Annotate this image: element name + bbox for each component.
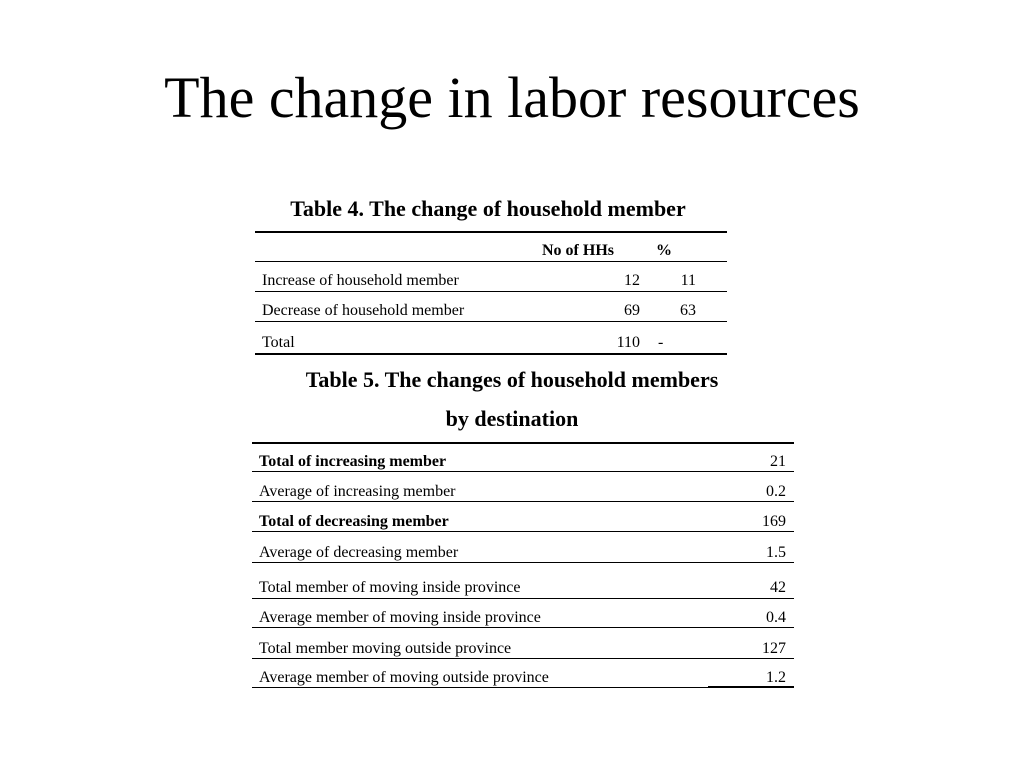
table5-row-rule — [252, 562, 794, 563]
table5 — [252, 442, 794, 692]
table5-row-rule — [252, 501, 794, 502]
table5-row-value: 42 — [770, 579, 786, 596]
table4-row-label: Total — [262, 334, 295, 351]
table4-header-percent: % — [656, 242, 672, 259]
table4-row-count: 110 — [616, 334, 640, 351]
table5-row-label: Total of increasing member — [259, 453, 447, 470]
table4 — [255, 231, 727, 355]
table4-caption: Table 4. The change of household member — [290, 196, 686, 221]
table4-row-rule — [255, 321, 727, 322]
table4-row-count: 12 — [624, 272, 640, 289]
table5-row-rule — [252, 658, 794, 659]
table5-caption-line2: by destination — [445, 406, 579, 431]
table5-row-label: Total member of moving inside province — [259, 579, 521, 596]
table4-row-label: Decrease of household member — [262, 302, 465, 319]
table5-row-rule — [252, 471, 794, 472]
table5-row-value: 127 — [762, 640, 786, 657]
table5-row-value: 0.4 — [766, 609, 786, 626]
table5-bottom-rule-accent — [708, 686, 794, 688]
table5-row-value: 21 — [770, 453, 786, 470]
table5-row-rule — [252, 531, 794, 532]
table5-row-label: Average of increasing member — [259, 483, 456, 500]
table4-header-count: No of HHs — [542, 242, 614, 259]
table4-row-label: Increase of household member — [262, 272, 459, 289]
slide-title: The change in labor resources — [164, 65, 860, 130]
table4-row-count: 69 — [624, 302, 640, 319]
table4-header-rule — [255, 261, 727, 262]
table5-row-label: Average member of moving outside province — [259, 669, 549, 686]
table5-row-value: 169 — [762, 513, 786, 530]
table4-row-percent: 11 — [680, 272, 696, 289]
table5-row-label: Average member of moving inside province — [259, 609, 541, 626]
table4-top-rule — [255, 231, 727, 233]
table5-row-value: 0.2 — [766, 483, 786, 500]
table5-row-label: Total of decreasing member — [259, 513, 449, 530]
table5-row-rule — [252, 627, 794, 628]
table5-row-rule — [252, 598, 794, 599]
table4-row-percent: 63 — [680, 302, 696, 319]
table4-row-rule — [255, 291, 727, 292]
table4-bottom-rule — [255, 353, 727, 355]
table4-row-percent: - — [658, 334, 664, 351]
table5-caption-line1: Table 5. The changes of household members — [305, 367, 719, 392]
table5-row-label: Average of decreasing member — [259, 544, 459, 561]
table5-row-value: 1.2 — [766, 669, 786, 686]
table5-top-rule — [252, 442, 794, 444]
table5-row-value: 1.5 — [766, 544, 786, 561]
table5-row-label: Total member moving outside province — [259, 640, 512, 657]
